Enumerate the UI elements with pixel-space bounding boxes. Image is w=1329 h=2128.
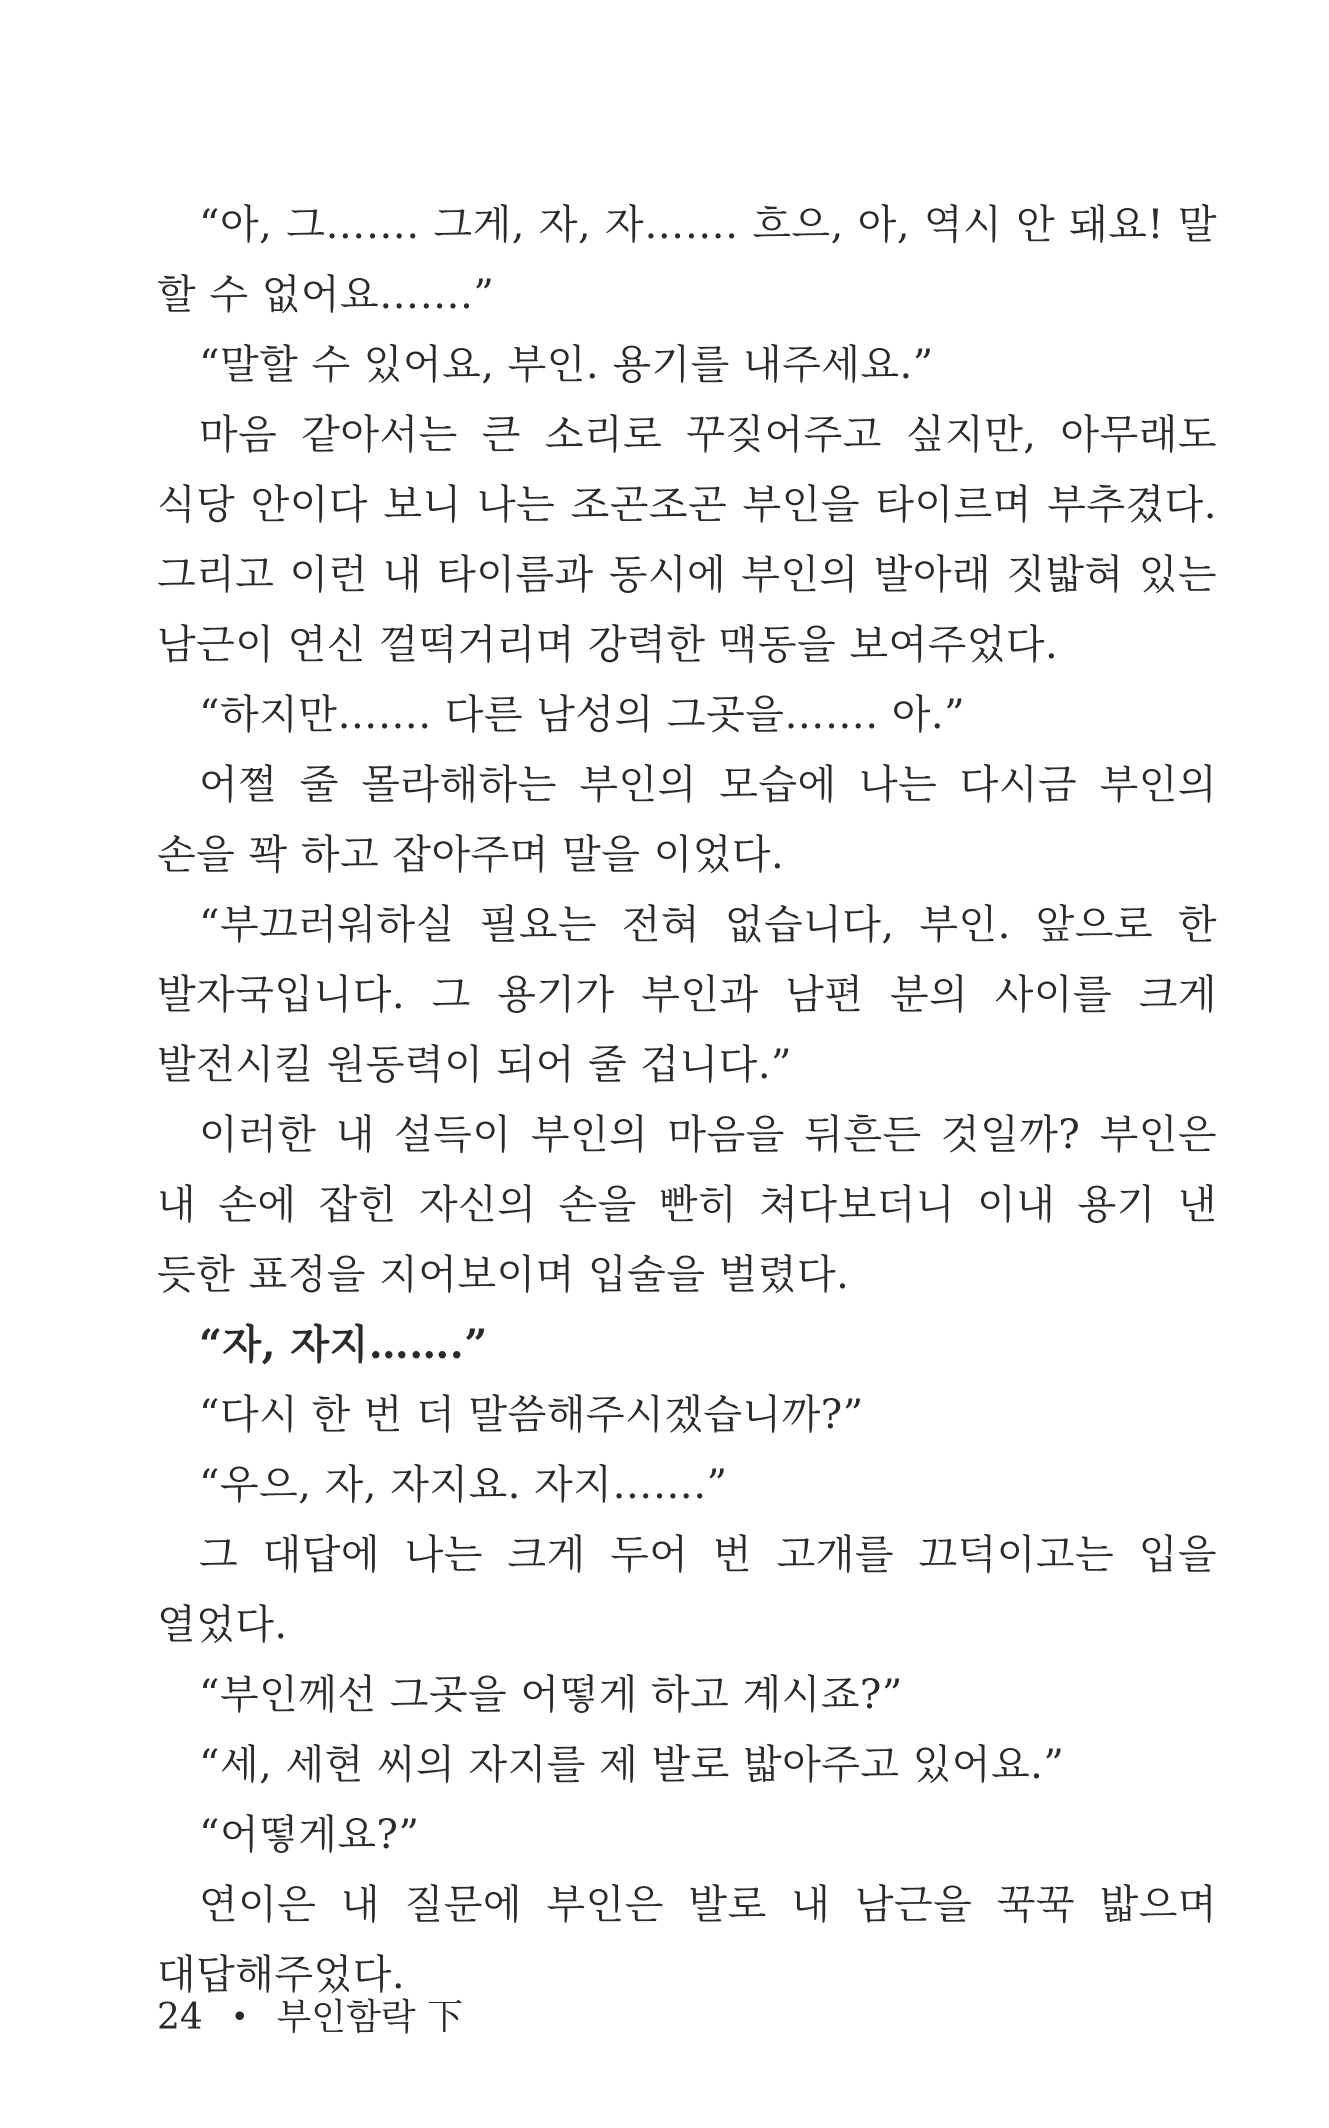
- paragraph: 그 대답에 나는 크게 두어 번 고개를 끄덕이고는 입을 열었다.: [157, 1532, 1217, 1648]
- page-footer: [157, 1993, 463, 2043]
- paragraph: 이러한 내 설득이 부인의 마음을 뒤흔든 것일까? 부인은 내 손에 잡힌 자신의 손을 빤히 쳐다보더니 이내 용기 낸 듯한 표정을 지어보이며 입술을 벌렸다.: [157, 1112, 1217, 1298]
- paragraph: “하지만……. 다른 남성의 그곳을……. 아.”: [199, 692, 966, 738]
- page-number: 24: [157, 1997, 203, 2038]
- body-text: [157, 190, 1217, 2010]
- book-title: 부인함락 下: [276, 1997, 464, 2038]
- paragraph: “부인께선 그곳을 어떻게 하고 계시죠?”: [199, 1672, 903, 1718]
- paragraph: 연이은 내 질문에 부인은 발로 내 남근을 꾹꾹 밟으며 대답해주었다.: [157, 1882, 1217, 1998]
- paragraph: “아, 그……. 그게, 자, 자……. 흐으, 아, 역시 안 돼요! 말 할 수 없어요…….”: [157, 202, 1217, 318]
- paragraph-emphasis: “자, 자지…….”: [199, 1321, 488, 1368]
- paragraph: “부끄러워하실 필요는 전혀 없습니다, 부인. 앞으로 한 발자국입니다. 그 용기가 부인과 남편 분의 사이를 크게 발전시킬 원동력이 되어 줄 겁니다.”: [157, 902, 1217, 1088]
- paragraph: “말할 수 있어요, 부인. 용기를 내주세요.”: [199, 342, 934, 388]
- paragraph: “세, 세현 씨의 자지를 제 발로 밟아주고 있어요.”: [199, 1742, 1065, 1788]
- paragraph: 마음 같아서는 큰 소리로 꾸짖어주고 싶지만, 아무래도 식당 안이다 보니 나는 조곤조곤 부인을 타이르며 부추겼다. 그리고 이런 내 타이름과 동시에 부인의 발아래 짓밟혀 있는 남근이 연신 껄떡거리며 강력한 맥동을 보여주었다.: [157, 412, 1217, 668]
- footer-separator: •: [230, 2000, 249, 2035]
- paragraph: “어떻게요?”: [199, 1812, 420, 1858]
- paragraph: “다시 한 번 더 말씀해주시겠습니까?”: [199, 1392, 864, 1438]
- paragraph: “우으, 자, 자지요. 자지…….”: [199, 1462, 728, 1508]
- paragraph: 어쩔 줄 몰라해하는 부인의 모습에 나는 다시금 부인의 손을 꽉 하고 잡아주며 말을 이었다.: [157, 762, 1217, 878]
